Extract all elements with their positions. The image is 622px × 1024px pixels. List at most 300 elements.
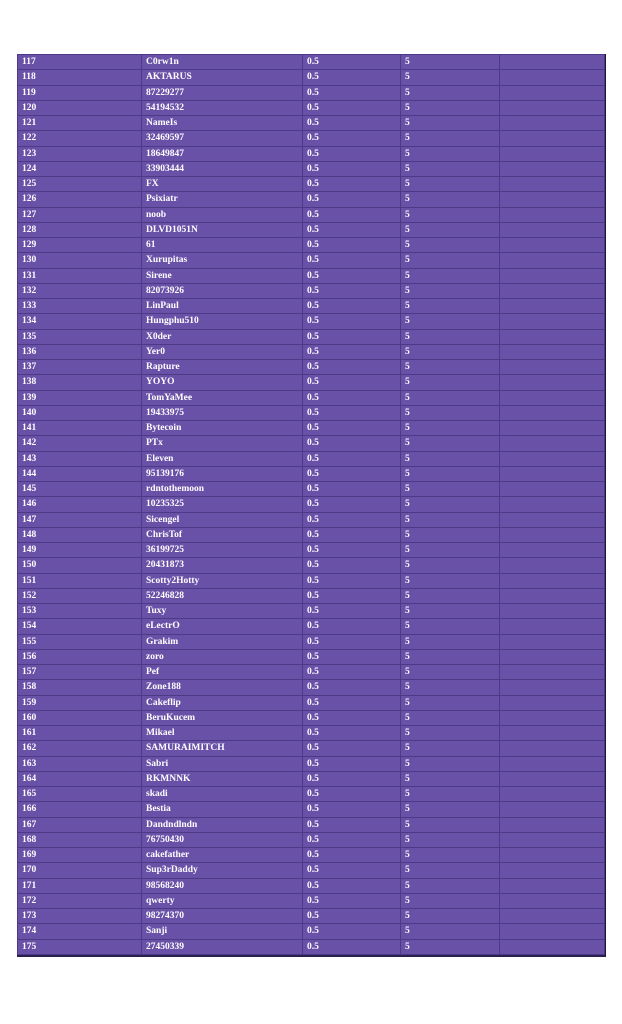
name-cell[interactable]: Sup3rDaddy [142, 863, 303, 878]
quantity-cell[interactable]: 5 [401, 710, 500, 725]
name-cell[interactable]: PTx [142, 436, 303, 451]
name-cell[interactable]: Mikael [142, 726, 303, 741]
value-cell[interactable]: 0.5 [303, 878, 401, 893]
name-cell[interactable]: LinPaul [142, 299, 303, 314]
name-cell[interactable]: 76750430 [142, 832, 303, 847]
quantity-cell[interactable]: 5 [401, 604, 500, 619]
quantity-cell[interactable]: 5 [401, 238, 500, 253]
quantity-cell[interactable]: 5 [401, 787, 500, 802]
value-cell[interactable]: 0.5 [303, 131, 401, 146]
name-cell[interactable]: qwerty [142, 893, 303, 908]
quantity-cell[interactable]: 5 [401, 832, 500, 847]
table-row [18, 207, 605, 222]
quantity-cell[interactable]: 5 [401, 543, 500, 558]
rank-cell[interactable]: 162 [18, 741, 142, 756]
name-cell[interactable]: 20431873 [142, 558, 303, 573]
value-cell[interactable]: 0.5 [303, 55, 401, 70]
name-cell[interactable]: 95139176 [142, 466, 303, 481]
empty-cell[interactable] [500, 771, 605, 786]
name-cell[interactable]: Pef [142, 665, 303, 680]
rank-cell[interactable]: 150 [18, 558, 142, 573]
rank-cell[interactable]: 137 [18, 360, 142, 375]
quantity-cell[interactable]: 5 [401, 863, 500, 878]
empty-cell[interactable] [500, 695, 605, 710]
empty-cell[interactable] [500, 863, 605, 878]
value-cell[interactable]: 0.5 [303, 253, 401, 268]
empty-cell[interactable] [500, 817, 605, 832]
value-cell[interactable]: 0.5 [303, 116, 401, 131]
name-cell[interactable]: FX [142, 177, 303, 192]
empty-cell[interactable] [500, 314, 605, 329]
name-cell[interactable]: 32469597 [142, 131, 303, 146]
empty-cell[interactable] [500, 100, 605, 115]
rank-cell[interactable]: 125 [18, 177, 142, 192]
rank-cell[interactable]: 132 [18, 283, 142, 298]
value-cell[interactable]: 0.5 [303, 573, 401, 588]
value-cell[interactable]: 0.5 [303, 939, 401, 954]
empty-cell[interactable] [500, 649, 605, 664]
empty-cell[interactable] [500, 451, 605, 466]
quantity-cell[interactable]: 5 [401, 161, 500, 176]
value-cell[interactable]: 0.5 [303, 558, 401, 573]
value-cell[interactable]: 0.5 [303, 527, 401, 542]
rank-cell[interactable]: 155 [18, 634, 142, 649]
rank-cell[interactable]: 172 [18, 893, 142, 908]
empty-cell[interactable] [500, 543, 605, 558]
name-cell[interactable]: NameIs [142, 116, 303, 131]
value-cell[interactable]: 0.5 [303, 268, 401, 283]
name-cell[interactable]: 87229277 [142, 85, 303, 100]
value-cell[interactable]: 0.5 [303, 375, 401, 390]
value-cell[interactable]: 0.5 [303, 817, 401, 832]
rank-cell[interactable]: 131 [18, 268, 142, 283]
quantity-cell[interactable]: 5 [401, 314, 500, 329]
quantity-cell[interactable]: 5 [401, 177, 500, 192]
rank-cell[interactable]: 142 [18, 436, 142, 451]
quantity-cell[interactable]: 5 [401, 268, 500, 283]
quantity-cell[interactable]: 5 [401, 344, 500, 359]
quantity-cell[interactable]: 5 [401, 726, 500, 741]
value-cell[interactable]: 0.5 [303, 497, 401, 512]
quantity-cell[interactable]: 5 [401, 436, 500, 451]
name-cell[interactable]: 33903444 [142, 161, 303, 176]
value-cell[interactable]: 0.5 [303, 161, 401, 176]
name-cell[interactable]: 52246828 [142, 588, 303, 603]
empty-cell[interactable] [500, 604, 605, 619]
quantity-cell[interactable]: 5 [401, 253, 500, 268]
value-cell[interactable]: 0.5 [303, 390, 401, 405]
empty-cell[interactable] [500, 161, 605, 176]
quantity-cell[interactable]: 5 [401, 817, 500, 832]
rank-cell[interactable]: 140 [18, 405, 142, 420]
rank-cell[interactable]: 168 [18, 832, 142, 847]
quantity-cell[interactable]: 5 [401, 131, 500, 146]
value-cell[interactable]: 0.5 [303, 405, 401, 420]
name-cell[interactable]: AKTARUS [142, 70, 303, 85]
empty-cell[interactable] [500, 665, 605, 680]
quantity-cell[interactable]: 5 [401, 421, 500, 436]
empty-cell[interactable] [500, 680, 605, 695]
quantity-cell[interactable]: 5 [401, 588, 500, 603]
rank-cell[interactable]: 175 [18, 939, 142, 954]
value-cell[interactable]: 0.5 [303, 238, 401, 253]
empty-cell[interactable] [500, 558, 605, 573]
quantity-cell[interactable]: 5 [401, 680, 500, 695]
rank-cell[interactable]: 154 [18, 619, 142, 634]
quantity-cell[interactable]: 5 [401, 192, 500, 207]
quantity-cell[interactable]: 5 [401, 649, 500, 664]
empty-cell[interactable] [500, 787, 605, 802]
name-cell[interactable]: SAMURAIMITCH [142, 741, 303, 756]
value-cell[interactable]: 0.5 [303, 710, 401, 725]
name-cell[interactable]: Bestia [142, 802, 303, 817]
value-cell[interactable]: 0.5 [303, 436, 401, 451]
rank-cell[interactable]: 138 [18, 375, 142, 390]
value-cell[interactable]: 0.5 [303, 832, 401, 847]
rank-cell[interactable]: 145 [18, 482, 142, 497]
rank-cell[interactable]: 158 [18, 680, 142, 695]
quantity-cell[interactable]: 5 [401, 573, 500, 588]
name-cell[interactable]: 18649847 [142, 146, 303, 161]
value-cell[interactable]: 0.5 [303, 649, 401, 664]
value-cell[interactable]: 0.5 [303, 512, 401, 527]
quantity-cell[interactable]: 5 [401, 222, 500, 237]
empty-cell[interactable] [500, 527, 605, 542]
rank-cell[interactable]: 122 [18, 131, 142, 146]
name-cell[interactable]: 27450339 [142, 939, 303, 954]
name-cell[interactable]: Eleven [142, 451, 303, 466]
rank-cell[interactable]: 151 [18, 573, 142, 588]
empty-cell[interactable] [500, 573, 605, 588]
table-row [18, 329, 605, 344]
name-cell[interactable]: TomYaMee [142, 390, 303, 405]
quantity-cell[interactable]: 5 [401, 634, 500, 649]
rank-cell[interactable]: 117 [18, 55, 142, 70]
quantity-cell[interactable]: 5 [401, 283, 500, 298]
empty-cell[interactable] [500, 497, 605, 512]
value-cell[interactable]: 0.5 [303, 100, 401, 115]
value-cell[interactable]: 0.5 [303, 344, 401, 359]
empty-cell[interactable] [500, 360, 605, 375]
empty-cell[interactable] [500, 329, 605, 344]
rank-cell[interactable]: 149 [18, 543, 142, 558]
value-cell[interactable]: 0.5 [303, 222, 401, 237]
rank-cell[interactable]: 147 [18, 512, 142, 527]
rank-cell[interactable]: 119 [18, 85, 142, 100]
rank-cell[interactable]: 123 [18, 146, 142, 161]
value-cell[interactable]: 0.5 [303, 771, 401, 786]
rank-cell[interactable]: 121 [18, 116, 142, 131]
name-cell[interactable]: BeruKucem [142, 710, 303, 725]
rank-cell[interactable]: 174 [18, 924, 142, 939]
table-row [18, 695, 605, 710]
value-cell[interactable]: 0.5 [303, 909, 401, 924]
quantity-cell[interactable]: 5 [401, 558, 500, 573]
empty-cell[interactable] [500, 375, 605, 390]
empty-cell[interactable] [500, 55, 605, 70]
value-cell[interactable]: 0.5 [303, 314, 401, 329]
rank-cell[interactable]: 164 [18, 771, 142, 786]
rank-cell[interactable]: 133 [18, 299, 142, 314]
value-cell[interactable]: 0.5 [303, 299, 401, 314]
value-cell[interactable]: 0.5 [303, 70, 401, 85]
rank-cell[interactable]: 127 [18, 207, 142, 222]
value-cell[interactable]: 0.5 [303, 924, 401, 939]
name-cell[interactable]: DLVD1051N [142, 222, 303, 237]
name-cell[interactable]: Hungphu510 [142, 314, 303, 329]
quantity-cell[interactable]: 5 [401, 527, 500, 542]
quantity-cell[interactable]: 5 [401, 695, 500, 710]
name-cell[interactable]: noob [142, 207, 303, 222]
value-cell[interactable]: 0.5 [303, 863, 401, 878]
value-cell[interactable]: 0.5 [303, 85, 401, 100]
name-cell[interactable]: C0rw1n [142, 55, 303, 70]
empty-cell[interactable] [500, 878, 605, 893]
quantity-cell[interactable]: 5 [401, 466, 500, 481]
empty-cell[interactable] [500, 222, 605, 237]
rank-cell[interactable]: 136 [18, 344, 142, 359]
name-cell[interactable]: 98274370 [142, 909, 303, 924]
value-cell[interactable]: 0.5 [303, 543, 401, 558]
quantity-cell[interactable]: 5 [401, 802, 500, 817]
name-cell[interactable]: zoro [142, 649, 303, 664]
value-cell[interactable]: 0.5 [303, 787, 401, 802]
empty-cell[interactable] [500, 421, 605, 436]
name-cell[interactable]: Sicengel [142, 512, 303, 527]
rank-cell[interactable]: 171 [18, 878, 142, 893]
quantity-cell[interactable]: 5 [401, 85, 500, 100]
value-cell[interactable]: 0.5 [303, 634, 401, 649]
quantity-cell[interactable]: 5 [401, 741, 500, 756]
value-cell[interactable]: 0.5 [303, 451, 401, 466]
name-cell[interactable]: 10235325 [142, 497, 303, 512]
rank-cell[interactable]: 173 [18, 909, 142, 924]
value-cell[interactable]: 0.5 [303, 329, 401, 344]
empty-cell[interactable] [500, 238, 605, 253]
empty-cell[interactable] [500, 924, 605, 939]
rank-cell[interactable]: 120 [18, 100, 142, 115]
name-cell[interactable]: YOYO [142, 375, 303, 390]
empty-cell[interactable] [500, 619, 605, 634]
value-cell[interactable]: 0.5 [303, 756, 401, 771]
empty-cell[interactable] [500, 726, 605, 741]
name-cell[interactable]: RKMNNK [142, 771, 303, 786]
quantity-cell[interactable]: 5 [401, 771, 500, 786]
empty-cell[interactable] [500, 405, 605, 420]
rank-cell[interactable]: 146 [18, 497, 142, 512]
value-cell[interactable]: 0.5 [303, 207, 401, 222]
rank-cell[interactable]: 134 [18, 314, 142, 329]
value-cell[interactable]: 0.5 [303, 421, 401, 436]
rank-cell[interactable]: 156 [18, 649, 142, 664]
rank-cell[interactable]: 141 [18, 421, 142, 436]
quantity-cell[interactable]: 5 [401, 893, 500, 908]
empty-cell[interactable] [500, 116, 605, 131]
value-cell[interactable]: 0.5 [303, 146, 401, 161]
value-cell[interactable]: 0.5 [303, 192, 401, 207]
empty-cell[interactable] [500, 848, 605, 863]
empty-cell[interactable] [500, 893, 605, 908]
empty-cell[interactable] [500, 192, 605, 207]
empty-cell[interactable] [500, 131, 605, 146]
rank-cell[interactable]: 161 [18, 726, 142, 741]
rank-cell[interactable]: 135 [18, 329, 142, 344]
rank-cell[interactable]: 166 [18, 802, 142, 817]
rank-cell[interactable]: 159 [18, 695, 142, 710]
quantity-cell[interactable]: 5 [401, 848, 500, 863]
name-cell[interactable]: eLectrO [142, 619, 303, 634]
name-cell[interactable]: rdntothemoon [142, 482, 303, 497]
name-cell[interactable]: 61 [142, 238, 303, 253]
quantity-cell[interactable]: 5 [401, 665, 500, 680]
quantity-cell[interactable]: 5 [401, 909, 500, 924]
rank-cell[interactable]: 118 [18, 70, 142, 85]
empty-cell[interactable] [500, 466, 605, 481]
quantity-cell[interactable]: 5 [401, 619, 500, 634]
name-cell[interactable]: 19433975 [142, 405, 303, 420]
rank-cell[interactable]: 126 [18, 192, 142, 207]
empty-cell[interactable] [500, 634, 605, 649]
quantity-cell[interactable]: 5 [401, 878, 500, 893]
empty-cell[interactable] [500, 344, 605, 359]
quantity-cell[interactable]: 5 [401, 360, 500, 375]
table-row [18, 253, 605, 268]
rank-cell[interactable]: 157 [18, 665, 142, 680]
value-cell[interactable]: 0.5 [303, 604, 401, 619]
name-cell[interactable]: 98568240 [142, 878, 303, 893]
empty-cell[interactable] [500, 756, 605, 771]
name-cell[interactable]: ChrisTof [142, 527, 303, 542]
value-cell[interactable]: 0.5 [303, 741, 401, 756]
empty-cell[interactable] [500, 939, 605, 954]
rank-cell[interactable]: 129 [18, 238, 142, 253]
quantity-cell[interactable]: 5 [401, 70, 500, 85]
name-cell[interactable]: Cakeflip [142, 695, 303, 710]
empty-cell[interactable] [500, 436, 605, 451]
quantity-cell[interactable]: 5 [401, 390, 500, 405]
name-cell[interactable]: cakefather [142, 848, 303, 863]
quantity-cell[interactable]: 5 [401, 924, 500, 939]
value-cell[interactable]: 0.5 [303, 848, 401, 863]
name-cell[interactable]: Xurupitas [142, 253, 303, 268]
empty-cell[interactable] [500, 177, 605, 192]
name-cell[interactable]: Grakim [142, 634, 303, 649]
empty-cell[interactable] [500, 207, 605, 222]
rank-cell[interactable]: 139 [18, 390, 142, 405]
empty-cell[interactable] [500, 390, 605, 405]
rank-cell[interactable]: 143 [18, 451, 142, 466]
value-cell[interactable]: 0.5 [303, 360, 401, 375]
value-cell[interactable]: 0.5 [303, 893, 401, 908]
quantity-cell[interactable]: 5 [401, 116, 500, 131]
quantity-cell[interactable]: 5 [401, 299, 500, 314]
name-cell[interactable]: Sirene [142, 268, 303, 283]
value-cell[interactable]: 0.5 [303, 619, 401, 634]
name-cell[interactable]: 36199725 [142, 543, 303, 558]
quantity-cell[interactable]: 5 [401, 451, 500, 466]
empty-cell[interactable] [500, 146, 605, 161]
empty-cell[interactable] [500, 741, 605, 756]
value-cell[interactable]: 0.5 [303, 695, 401, 710]
quantity-cell[interactable]: 5 [401, 207, 500, 222]
empty-cell[interactable] [500, 512, 605, 527]
rank-cell[interactable]: 130 [18, 253, 142, 268]
empty-cell[interactable] [500, 832, 605, 847]
quantity-cell[interactable]: 5 [401, 939, 500, 954]
name-cell[interactable]: 82073926 [142, 283, 303, 298]
quantity-cell[interactable]: 5 [401, 329, 500, 344]
value-cell[interactable]: 0.5 [303, 466, 401, 481]
empty-cell[interactable] [500, 710, 605, 725]
empty-cell[interactable] [500, 909, 605, 924]
name-cell[interactable]: Rapture [142, 360, 303, 375]
name-cell[interactable]: Dandndlndn [142, 817, 303, 832]
quantity-cell[interactable]: 5 [401, 756, 500, 771]
name-cell[interactable]: Scotty2Hotty [142, 573, 303, 588]
quantity-cell[interactable]: 5 [401, 512, 500, 527]
quantity-cell[interactable]: 5 [401, 375, 500, 390]
rank-cell[interactable]: 167 [18, 817, 142, 832]
rank-cell[interactable]: 153 [18, 604, 142, 619]
empty-cell[interactable] [500, 283, 605, 298]
rank-cell[interactable]: 148 [18, 527, 142, 542]
name-cell[interactable]: Sanji [142, 924, 303, 939]
name-cell[interactable]: 54194532 [142, 100, 303, 115]
empty-cell[interactable] [500, 70, 605, 85]
quantity-cell[interactable]: 5 [401, 497, 500, 512]
name-cell[interactable]: Yer0 [142, 344, 303, 359]
rank-cell[interactable]: 170 [18, 863, 142, 878]
rank-cell[interactable]: 124 [18, 161, 142, 176]
rank-cell[interactable]: 128 [18, 222, 142, 237]
rank-cell[interactable]: 152 [18, 588, 142, 603]
value-cell[interactable]: 0.5 [303, 283, 401, 298]
name-cell[interactable]: X0der [142, 329, 303, 344]
value-cell[interactable]: 0.5 [303, 680, 401, 695]
empty-cell[interactable] [500, 588, 605, 603]
rank-cell[interactable]: 160 [18, 710, 142, 725]
rank-cell[interactable]: 144 [18, 466, 142, 481]
quantity-cell[interactable]: 5 [401, 405, 500, 420]
rank-cell[interactable]: 169 [18, 848, 142, 863]
name-cell[interactable]: Psixiatr [142, 192, 303, 207]
value-cell[interactable]: 0.5 [303, 588, 401, 603]
empty-cell[interactable] [500, 299, 605, 314]
name-cell[interactable]: Zone188 [142, 680, 303, 695]
value-cell[interactable]: 0.5 [303, 482, 401, 497]
empty-cell[interactable] [500, 253, 605, 268]
empty-cell[interactable] [500, 802, 605, 817]
value-cell[interactable]: 0.5 [303, 177, 401, 192]
empty-cell[interactable] [500, 268, 605, 283]
quantity-cell[interactable]: 5 [401, 55, 500, 70]
name-cell[interactable]: skadi [142, 787, 303, 802]
table-row [18, 344, 605, 359]
quantity-cell[interactable]: 5 [401, 482, 500, 497]
empty-cell[interactable] [500, 482, 605, 497]
quantity-cell[interactable]: 5 [401, 146, 500, 161]
rank-cell[interactable]: 165 [18, 787, 142, 802]
name-cell[interactable]: Sabri [142, 756, 303, 771]
name-cell[interactable]: Tuxy [142, 604, 303, 619]
value-cell[interactable]: 0.5 [303, 726, 401, 741]
value-cell[interactable]: 0.5 [303, 802, 401, 817]
quantity-cell[interactable]: 5 [401, 100, 500, 115]
empty-cell[interactable] [500, 85, 605, 100]
name-cell[interactable]: Bytecoin [142, 421, 303, 436]
rank-cell[interactable]: 163 [18, 756, 142, 771]
value-cell[interactable]: 0.5 [303, 665, 401, 680]
